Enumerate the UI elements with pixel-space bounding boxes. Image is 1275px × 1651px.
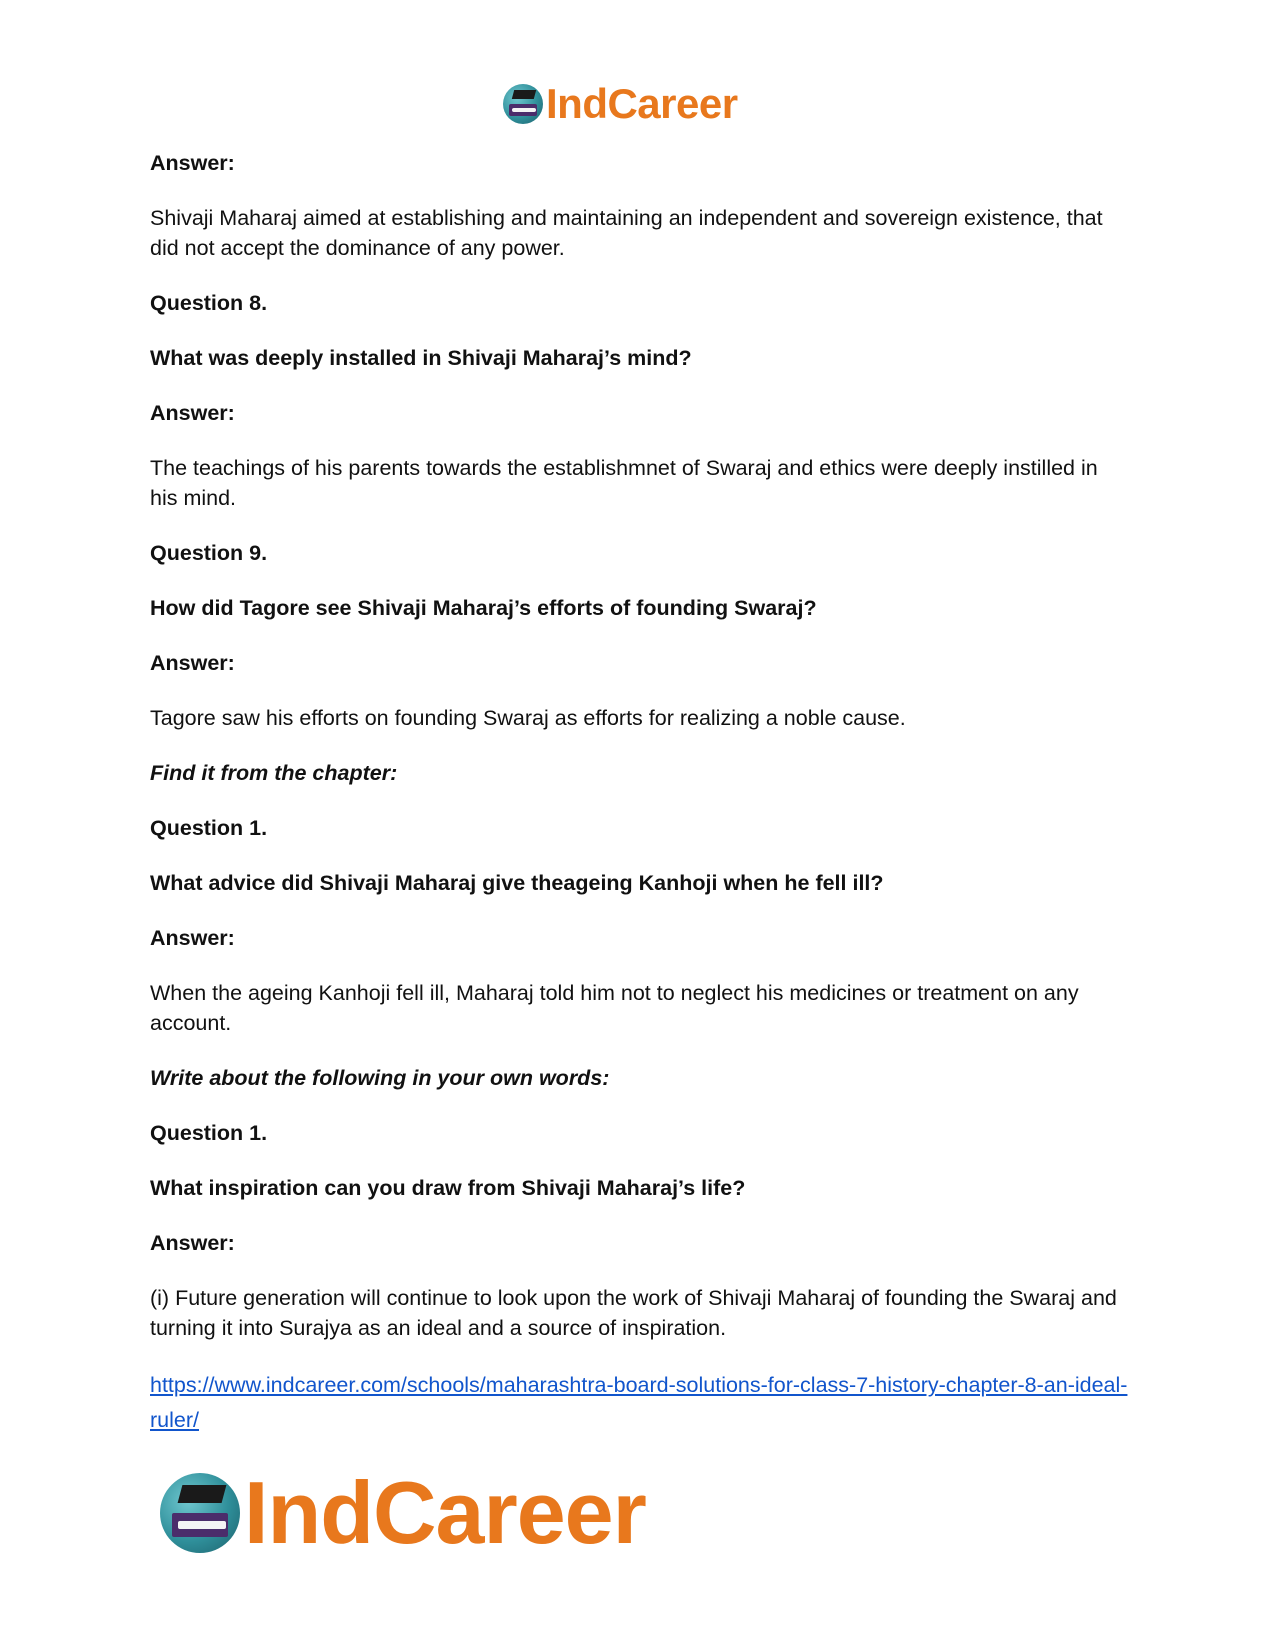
footer-logo xyxy=(160,1463,646,1562)
section-heading: Find it from the chapter: xyxy=(150,761,398,785)
answer-label: Answer: xyxy=(150,1231,235,1255)
question-text: What was deeply installed in Shivaji Maharaj’s mind? xyxy=(150,346,692,370)
header-logo xyxy=(503,80,738,128)
answer-text: The teachings of his parents towards the establishmnet of Swaraj and ethics were deeply instilled in his mind. xyxy=(150,456,1098,510)
answer-text: Shivaji Maharaj aimed at establishing and maintaining an independent and sovereign existence, that did not accept the dominance of any power. xyxy=(150,206,1103,260)
answer-label: Answer: xyxy=(150,151,235,175)
source-link[interactable]: https://www.indcareer.com/schools/maharashtra-board-solutions-for-class-7-history-chapter-8-an-ideal-ruler/ xyxy=(150,1373,1128,1432)
section-heading: Write about the following in your own words: xyxy=(150,1066,610,1090)
document-body xyxy=(150,148,1130,1438)
question-number: Question 8. xyxy=(150,291,268,315)
question-number: Question 9. xyxy=(150,541,268,565)
question-text: How did Tagore see Shivaji Maharaj’s efforts of founding Swaraj? xyxy=(150,596,817,620)
brand-name: IndCareer xyxy=(244,1463,646,1562)
question-text: What advice did Shivaji Maharaj give theageing Kanhoji when he fell ill? xyxy=(150,871,884,895)
answer-text: Tagore saw his efforts on founding Swaraj as efforts for realizing a noble cause. xyxy=(150,706,906,730)
answer-text: (i) Future generation will continue to look upon the work of Shivaji Maharaj of founding the Swaraj and turning it into Surajya as an ideal and a source of inspiration. xyxy=(150,1286,1117,1340)
graduation-cap-globe-icon xyxy=(160,1473,240,1553)
answer-label: Answer: xyxy=(150,401,235,425)
answer-label: Answer: xyxy=(150,651,235,675)
answer-text: When the ageing Kanhoji fell ill, Maharaj told him not to neglect his medicines or treatment on any account. xyxy=(150,981,1079,1035)
brand-name: IndCareer xyxy=(546,80,738,127)
question-number: Question 1. xyxy=(150,816,268,840)
answer-label: Answer: xyxy=(150,926,235,950)
question-number: Question 1. xyxy=(150,1121,268,1145)
graduation-cap-globe-icon xyxy=(503,84,543,124)
question-text: What inspiration can you draw from Shivaji Maharaj’s life? xyxy=(150,1176,746,1200)
